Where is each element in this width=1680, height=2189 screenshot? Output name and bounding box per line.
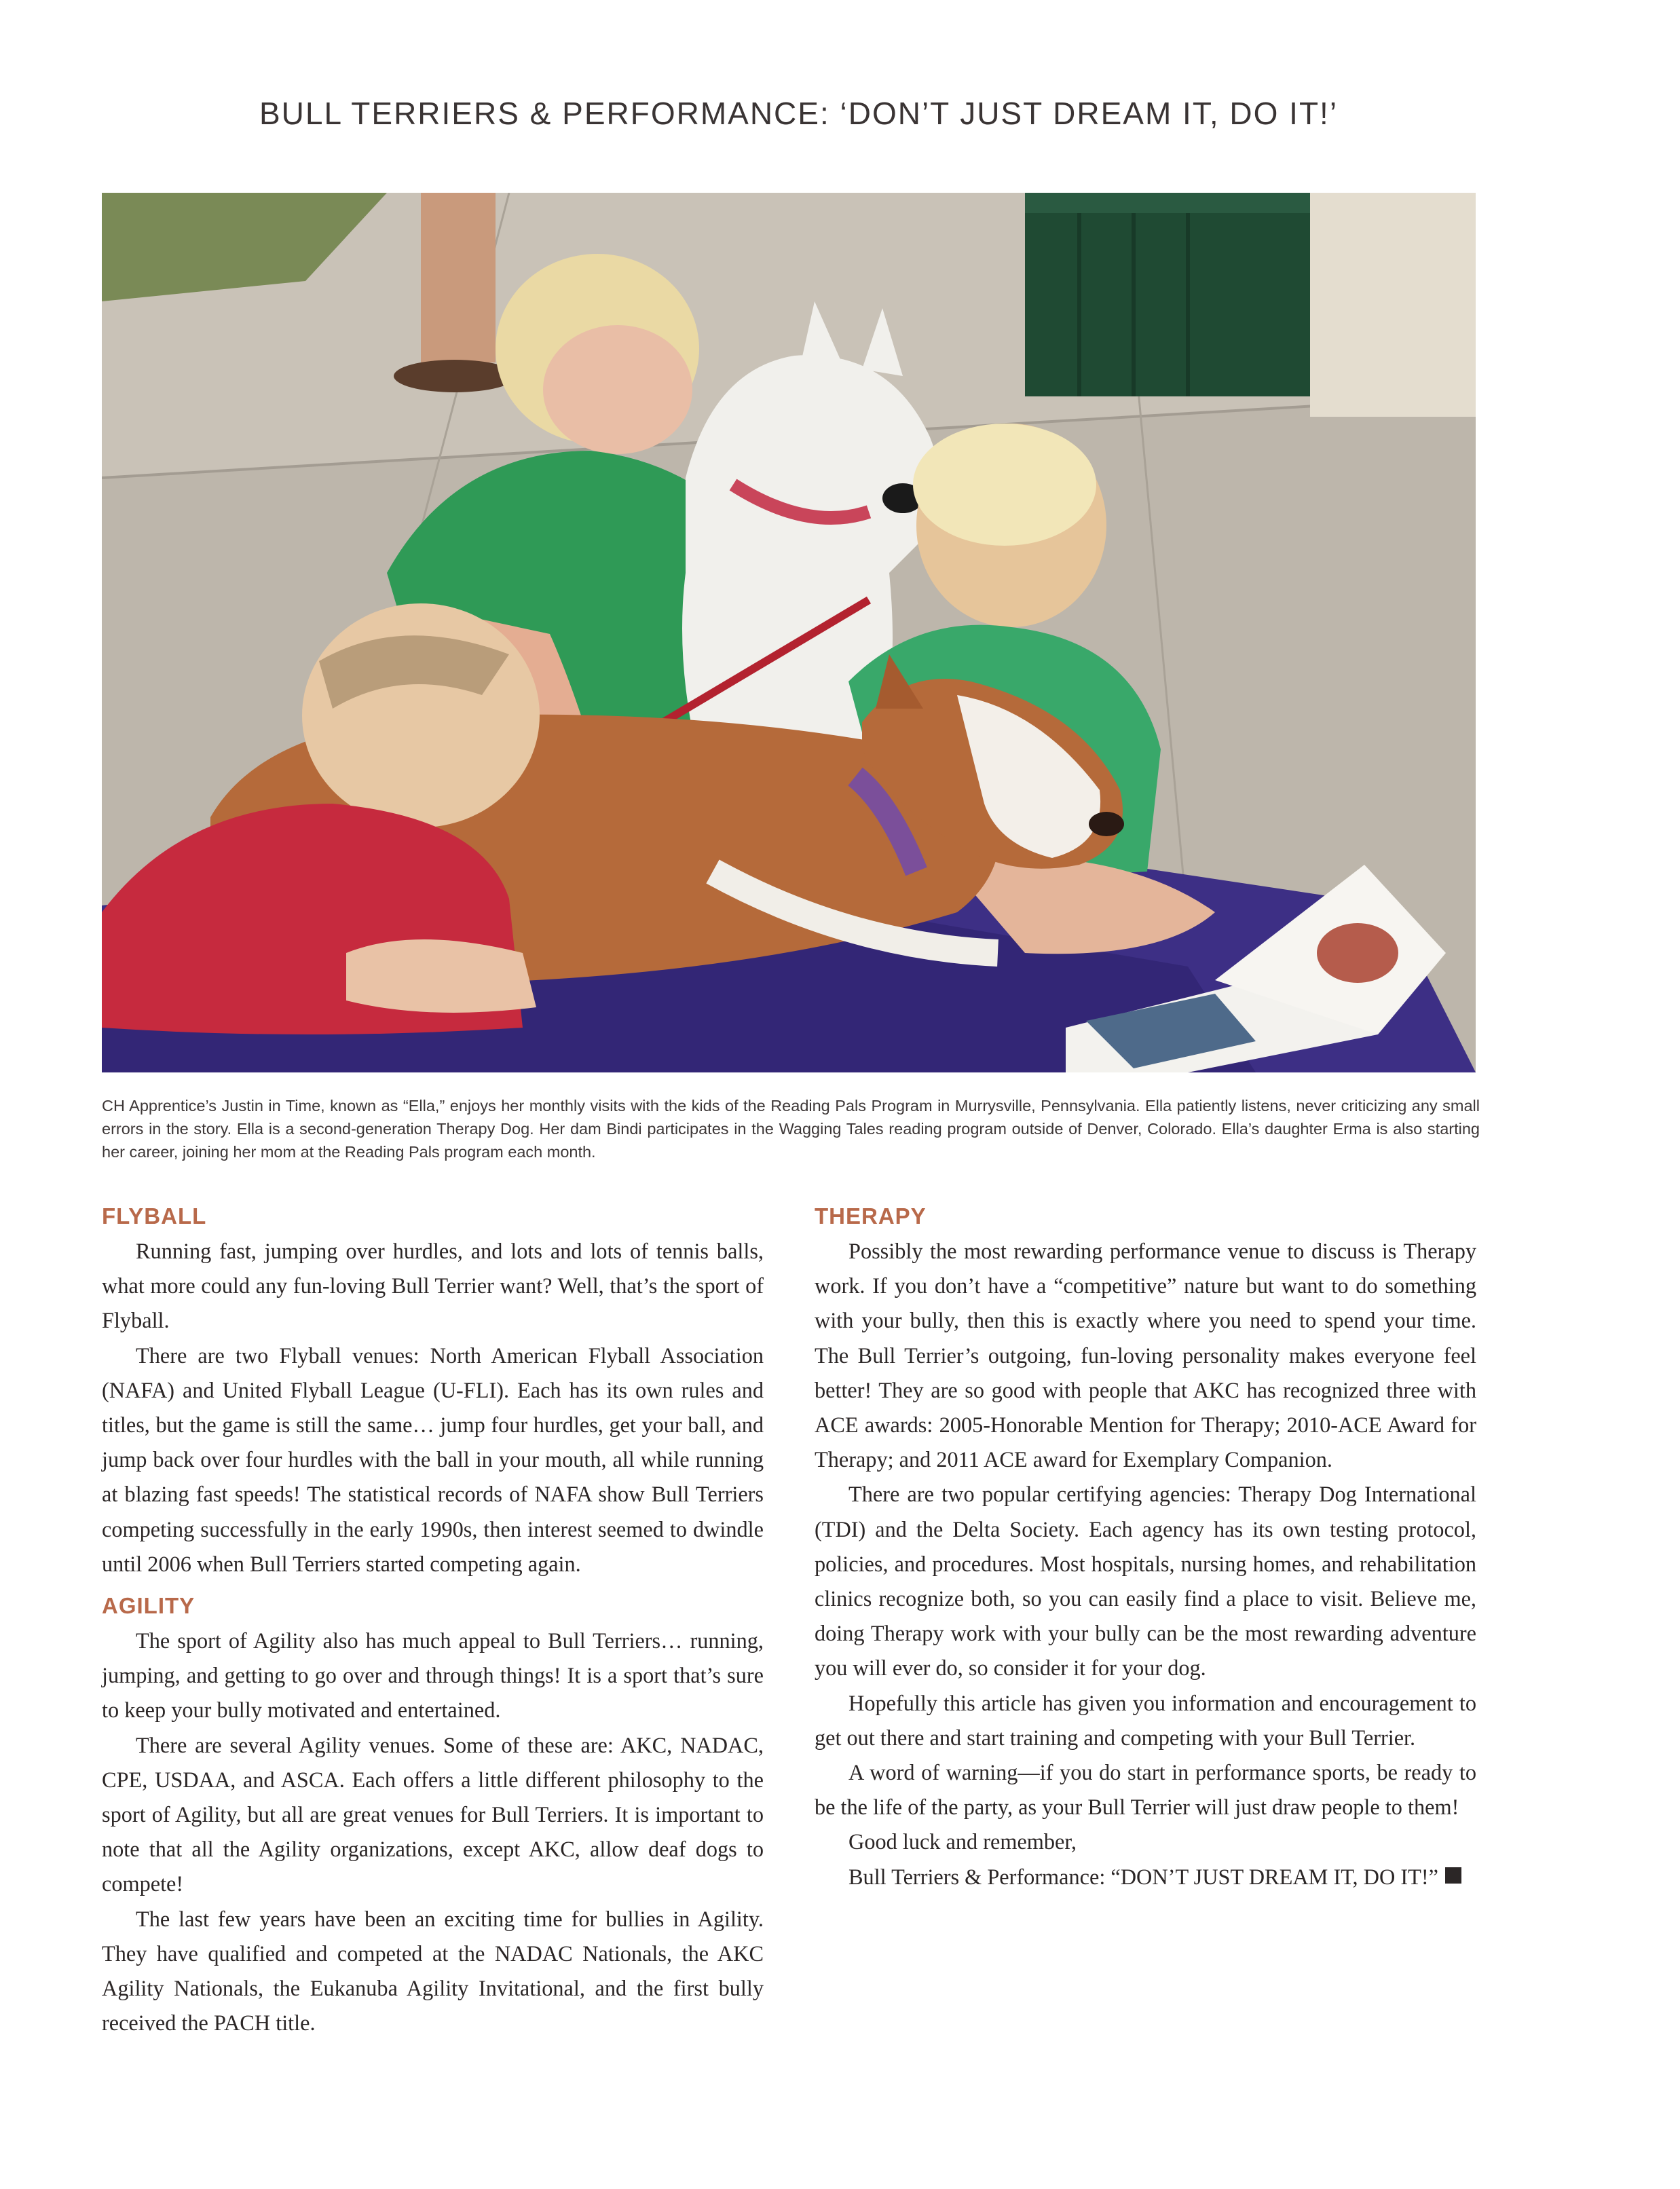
agility-paragraph: There are several Agility venues. Some of these are: AKC, NADAC, CPE, USDAA, and ASCA. Each offers a little different philosophy to the sport of Agility, but all are great venues for Bull Terriers. It is important to note that all the Agility organizations, except AKC, allow deaf dogs to compete! <box>102 1732 764 1896</box>
end-of-article-mark <box>1445 1867 1461 1884</box>
therapy-paragraph: Possibly the most rewarding performance venue to discuss is Therapy work. If you don’t have a “competitive” nature but want to do something with your bully, then this is exactly where you need to spend your time. The Bull Terrier’s outgoing, fun-loving personality makes everyone feel better! They are so good with people that AKC has recognized three with ACE awards: 2005-Honorable Mention for Therapy; 2010-ACE Award for Therapy; and 2011 ACE award for Exemplary Companion. <box>815 1239 1476 1472</box>
therapy-paragraph: Hopefully this article has given you information and encouragement to get out there and start training and competing with your Bull Terrier. <box>815 1690 1476 1750</box>
therapy-paragraph: There are two popular certifying agencies: Therapy Dog International (TDI) and the Delta Society. Each agency has its own testing protocol, policies, and procedures. Most hospitals, nursing homes, and rehabilitation clinics recognize both, so you can easily find a place to visit. Believe me, doing Therapy work with your bully can be the most rewarding adventure you will ever do, so consider it for your dog. <box>815 1482 1476 1681</box>
flyball-paragraph: Running fast, jumping over hurdles, and lots and lots of tennis balls, what more could any fun-loving Bull Terrier want? Well, that’s the sport of Flyball. <box>102 1239 764 1333</box>
right-column <box>815 1201 1476 1894</box>
therapy-paragraph: A word of warning—if you do start in performance sports, be ready to be the life of the party, as your Bull Terrier will just draw people to them! <box>815 1760 1476 1820</box>
left-column <box>102 1201 764 2040</box>
therapy-closing-paragraph <box>815 1860 1476 1894</box>
agility-paragraph: The last few years have been an exciting time for bullies in Agility. They have qualified and competed at the NADAC Nationals, the AKC Agility Nationals, the Eukanuba Agility Invitational, and the first bully received the PACH title. <box>102 1906 764 2036</box>
section-heading-flyball: FLYBALL <box>102 1203 207 1229</box>
section-heading-agility: AGILITY <box>102 1593 195 1619</box>
article-photo <box>102 193 1476 1072</box>
section-heading-therapy: THERAPY <box>815 1203 927 1229</box>
therapy-paragraph: Good luck and remember, <box>848 1829 1077 1854</box>
flyball-paragraph: There are two Flyball venues: North American Flyball Association (NAFA) and United Flyball League (U-FLI). Each has its own rules and titles, but the game is still the same… jump four hurdles, get your ball, and jump back over four hurdles with the ball in your mouth, all while running at blazing fast speeds! The statistical records of NAFA show Bull Terriers competing successfully in the early 1990s, then interest seemed to dwindle until 2006 when Bull Terriers started competing again. <box>102 1343 764 1576</box>
page-title: BULL TERRIERS & PERFORMANCE: ‘DON’T JUST DREAM IT, DO IT!’ <box>259 96 1339 131</box>
agility-paragraph: The sport of Agility also has much appeal to Bull Terriers… running, jumping, and getting to go over and through things! It is a sport that’s sure to keep your bully motivated and entertained. <box>102 1628 764 1723</box>
closing-line: Bull Terriers & Performance: “DON’T JUST DREAM IT, DO IT!” <box>848 1864 1438 1889</box>
photo-caption: CH Apprentice’s Justin in Time, known as “Ella,” enjoys her monthly visits with the kids of the Reading Pals Program in Murrysville, Pennsylvania. Ella patiently listens, never criticizing any small errors in the story. Ella is a second-generation Therapy Dog. Her dam Bindi participates in the Wagging Tales reading program outside of Denver, Colorado. Ella’s daughter Erma is also starting her career, joining her mom at the Reading Pals program each month. <box>102 1097 1480 1161</box>
